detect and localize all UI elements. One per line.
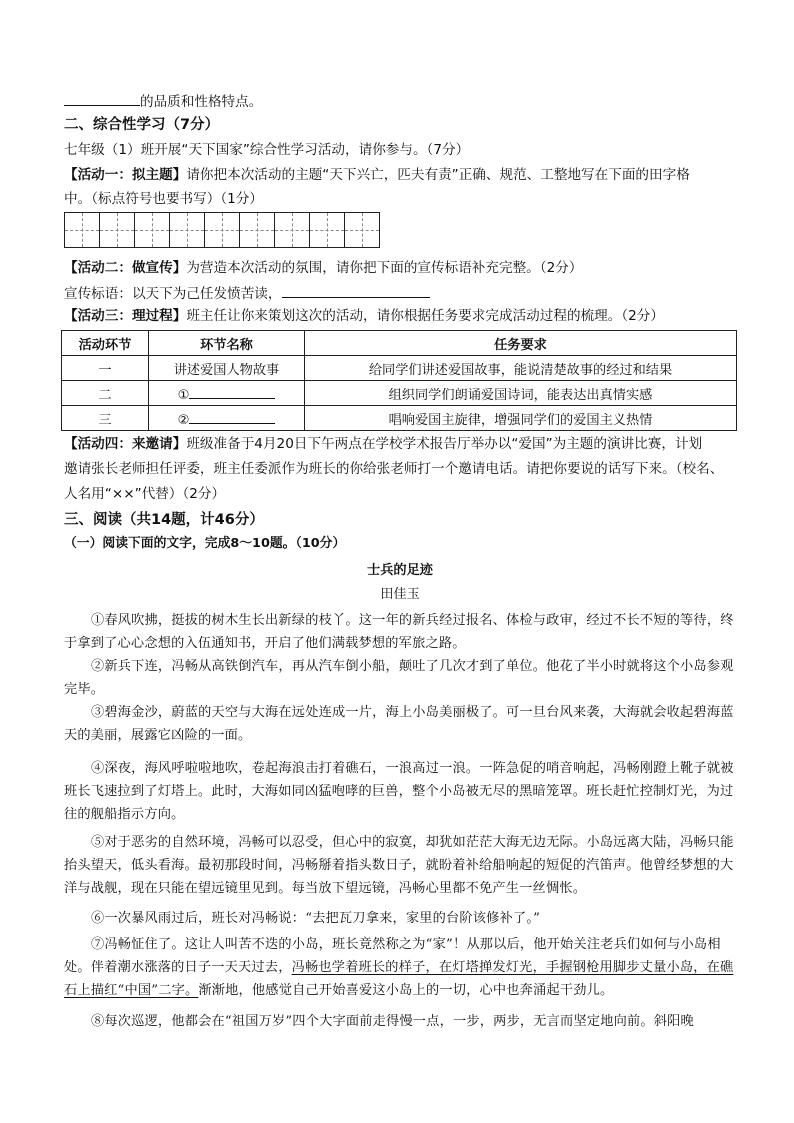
grid-cell[interactable] (134, 212, 170, 248)
answer-line-top: 的品质和性格特点。 (64, 90, 736, 112)
grid-cell[interactable] (204, 212, 240, 248)
grid-cell[interactable] (239, 212, 275, 248)
section-2-intro: 七年级（1）班开展“天下国家”综合性学习活动，请你参与。（7分） (64, 142, 470, 158)
activity-table (61, 330, 737, 431)
table-row: 二 ① 组织同学们朗诵爱国诗词，能表达出真情实感 (62, 381, 737, 406)
table-row: 一 讲述爱国人物故事 给同学们讲述爱国故事，能说清楚故事的经过和结果 (62, 356, 737, 381)
paragraph-7: ⑦冯畅怔住了。这让人叫苦不迭的小岛，班长竟然称之为“家”！从那以后，他开始关注老兵们如何与小岛相处。伴着潮水涨落的日子一天天过去，冯畅也学着班长的样子，在灯塔掸发灯光，手握钢枪用脚步丈量小岛，在礁石上描红“中国”二字。渐渐地，他感觉自己开始喜爱这小岛上的一切，心中也奔涌起干劲儿。 (64, 937, 734, 998)
paragraph-1: ①春风吹拂，挺拔的树木生长出新绿的枝丫。这一年的新兵经过报名、体检与政审，经过不长不短的等待，终于拿到了心心念想的入伍通知书，开启了他们满载梦想的军旅之路。 (64, 613, 734, 651)
section-3-sub: （一）阅读下面的文字，完成8～10题。（10分） (64, 536, 346, 551)
activity-4-line3: 人名用“××”代替）（2分） (64, 486, 226, 502)
table-header-row (62, 331, 737, 356)
grid-cell[interactable] (169, 212, 205, 248)
answer-blank-1[interactable] (189, 383, 275, 399)
section-2-title: 二、综合性学习（7分） (64, 117, 220, 133)
grid-cell[interactable] (99, 212, 135, 248)
table-row: 三 ② 唱响爱国主旋律，增强同学们的爱国主义热情 (62, 406, 737, 431)
col-header: 活动环节 (62, 331, 149, 356)
article-title: 士兵的足迹 (367, 563, 433, 578)
grid-cell[interactable] (309, 212, 345, 248)
activity-4-line1: 【活动四：来邀请】班级准备于4月20日下午两点在学校学术报告厅举办以“爱国”为主题的演讲比赛，计划 (64, 436, 703, 452)
paragraph-6: ⑥一次暴风雨过后，班长对冯畅说：“去把瓦刀拿来，家里的台阶该修补了。” (91, 911, 541, 926)
tianzige-grid[interactable] (64, 212, 379, 248)
answer-blank-2[interactable] (189, 408, 275, 424)
activity-1-line2: 中。（标点符号也要书写）（1分） (64, 191, 263, 207)
paragraph-4: ④深夜，海风呼啦啦地吹，卷起海浪击打着礁石，一浪高过一浪。一阵急促的哨音响起，冯畅刚蹬上靴子就被班长飞速拉到了灯塔上。此时，大海如同凶猛咆哮的巨兽，整个小岛被无尽的黑暗笼罩。班长赶忙控制灯光，为过往的舰船指示方向。 (64, 761, 734, 822)
grid-cell[interactable] (344, 212, 380, 248)
grid-cell[interactable] (274, 212, 310, 248)
article-author: 田佳玉 (380, 587, 420, 602)
slogan-line: 宣传标语：以天下为己任发愤苦读， (64, 282, 736, 304)
activity-1-label: 【活动一：拟主题】 (64, 167, 187, 183)
activity-3-label: 【活动三：理过程】 (64, 308, 187, 324)
underlined-sentence: 冯畅也学着班长的样子，在灯塔掸发灯光，手握钢枪用脚步丈量小岛，在礁石上描红“中国”二字。 (64, 960, 734, 998)
slogan-blank[interactable] (282, 282, 430, 298)
paragraph-8: ⑧每次巡逻，他都会在“祖国万岁”四个大字面前走得慢一点，一步，两步，无言而坚定地向前。斜阳晚 (91, 1014, 694, 1029)
paragraph-2: ②新兵下连，冯畅从高铁倒汽车，再从汽车倒小船，颠吐了几次才到了单位。他花了半小时就将这个小岛参观完毕。 (64, 659, 734, 697)
col-header: 环节名称 (149, 331, 305, 356)
col-header: 任务要求 (305, 331, 737, 356)
section-3-title: 三、阅读（共14题，计46分） (64, 512, 264, 528)
activity-1-line1: 【活动一：拟主题】请你把本次活动的主题“天下兴亡，匹夫有责”正确、规范、工整地写在下面的田字格 (64, 167, 690, 183)
paragraph-3: ③碧海金沙，蔚蓝的天空与大海在远处连成一片，海上小岛美丽极了。可一旦台风来袭，大海就会收起碧海蓝天的美丽，展露它凶险的一面。 (64, 705, 734, 743)
paragraph-5: ⑤对于恶劣的自然环境，冯畅可以忍受，但心中的寂寞，却犹如茫茫大海无边无际。小岛远离大陆，冯畅只能抬头望天，低头看海。最初那段时间，冯畅掰着指头数日子，就盼着补给船响起的短促的汽笛声。他曾经梦想的大洋与战舰，现在只能在望远镜里见到。每当放下望远镜，冯畅心里都不免产生一丝惆怅。 (64, 835, 734, 896)
activity-3-line: 【活动三：理过程】班主任让你来策划这次的活动，请你根据任务要求完成活动过程的梳理。（2分） (64, 308, 664, 324)
activity-2-label: 【活动二：做宣传】 (64, 260, 187, 276)
grid-cell[interactable] (64, 212, 100, 248)
activity-4-label: 【活动四：来邀请】 (64, 436, 187, 452)
answer-blank[interactable] (64, 90, 140, 106)
activity-2-line: 【活动二：做宣传】为营造本次活动的氛围，请你把下面的宣传标语补充完整。（2分） (64, 260, 583, 276)
activity-4-line2: 邀请张长老师担任评委，班主任委派作为班长的你给张老师打一个邀请电话。请把你要说的话写下来。（校名、 (64, 461, 724, 477)
